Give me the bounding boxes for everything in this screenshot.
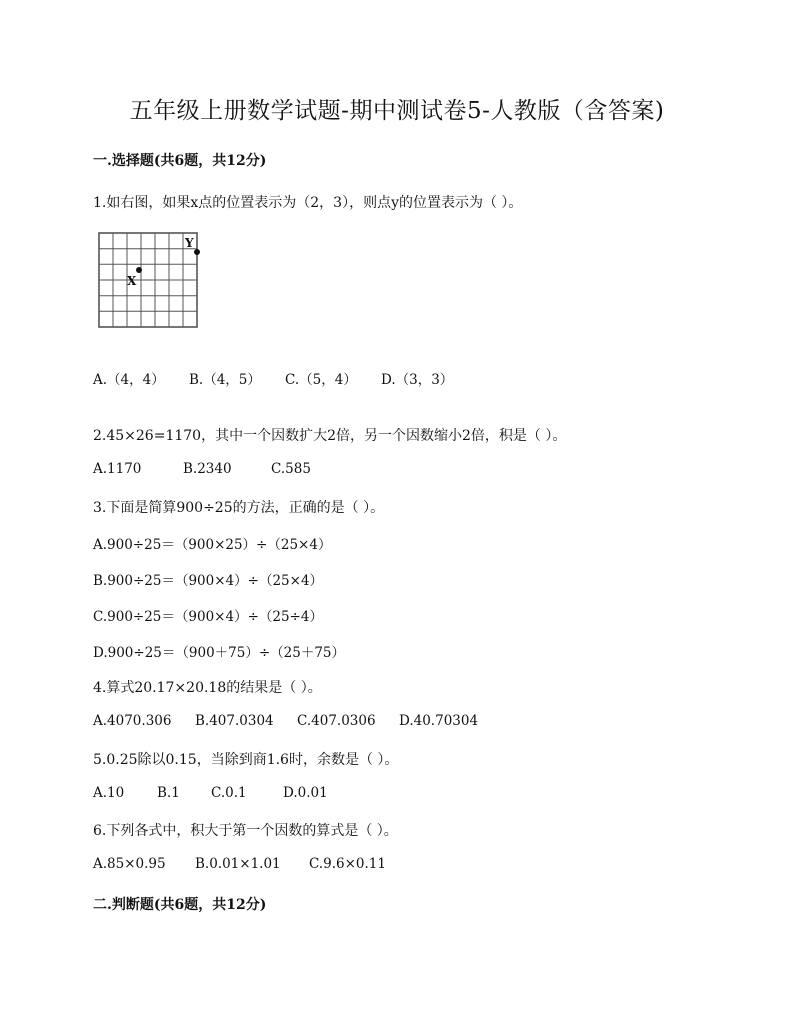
q6-option-b[interactable]: B.0.01×1.01	[195, 856, 281, 872]
question-1-text: 1.如右图，如果x点的位置表示为（2，3），则点y的位置表示为（ ）。	[93, 195, 523, 211]
q2-option-b[interactable]: B.2340	[183, 461, 232, 477]
q5-option-d[interactable]: D.0.01	[283, 785, 328, 801]
question-5-options	[93, 785, 328, 801]
question-1-options	[93, 368, 453, 388]
q1-option-d[interactable]: D.（3，3）	[381, 372, 454, 388]
q3-option-b[interactable]: B.900÷25＝（900×4）÷（25×4）	[93, 573, 324, 589]
q5-option-b[interactable]: B.1	[157, 785, 180, 801]
question-4-options	[93, 713, 478, 729]
q5-option-c[interactable]: C.0.1	[211, 785, 247, 801]
question-4-text: 4.算式20.17×20.18的结果是（ ）。	[93, 680, 322, 696]
grid-lines	[99, 233, 197, 327]
q4-option-c[interactable]: C.407.0306	[297, 713, 376, 729]
section-heading-choice: 一.选择题(共6题，共12分)	[93, 153, 267, 169]
point-y-dot	[194, 249, 200, 255]
question-3-text: 3.下面是简算900÷25的方法，正确的是（ ）。	[93, 500, 385, 516]
coordinate-grid-figure	[97, 230, 207, 330]
q1-option-c[interactable]: C.（5，4）	[285, 372, 357, 388]
q1-option-b[interactable]: B.（4，5）	[189, 372, 261, 388]
q4-option-d[interactable]: D.40.70304	[399, 713, 479, 729]
point-x-dot	[136, 267, 142, 273]
q5-option-a[interactable]: A.10	[93, 785, 125, 801]
q4-option-b[interactable]: B.407.0304	[195, 713, 274, 729]
grid-svg	[97, 230, 207, 330]
q3-option-d[interactable]: D.900÷25＝（900＋75）÷（25＋75）	[93, 645, 346, 661]
q6-option-c[interactable]: C.9.6×0.11	[309, 856, 386, 872]
q4-option-a[interactable]: A.4070.306	[93, 713, 172, 729]
q3-option-c[interactable]: C.900÷25＝（900×4）÷（25÷4）	[93, 609, 323, 625]
point-y-label: Y	[185, 236, 194, 250]
page-title: 五年级上册数学试题-期中测试卷5-人教版（含答案)	[129, 98, 665, 124]
q1-option-a[interactable]: A.（4，4）	[93, 372, 165, 388]
question-6-text: 6.下列各式中，积大于第一个因数的算式是（ ）。	[93, 823, 398, 839]
q3-option-a[interactable]: A.900÷25＝（900×25）÷（25×4）	[93, 537, 332, 553]
point-x-label: X	[127, 274, 137, 288]
question-2-text: 2.45×26=1170，其中一个因数扩大2倍，另一个因数缩小2倍，积是（ ）。	[93, 428, 567, 444]
question-2-options	[93, 461, 311, 477]
q2-option-c[interactable]: C.585	[271, 461, 311, 477]
question-6-options	[93, 856, 386, 872]
q2-option-a[interactable]: A.1170	[93, 461, 142, 477]
question-5-text: 5.0.25除以0.15，当除到商1.6时，余数是（ ）。	[93, 752, 399, 768]
q6-option-a[interactable]: A.85×0.95	[93, 856, 166, 872]
section-heading-judgement: 二.判断题(共6题，共12分)	[93, 897, 267, 913]
